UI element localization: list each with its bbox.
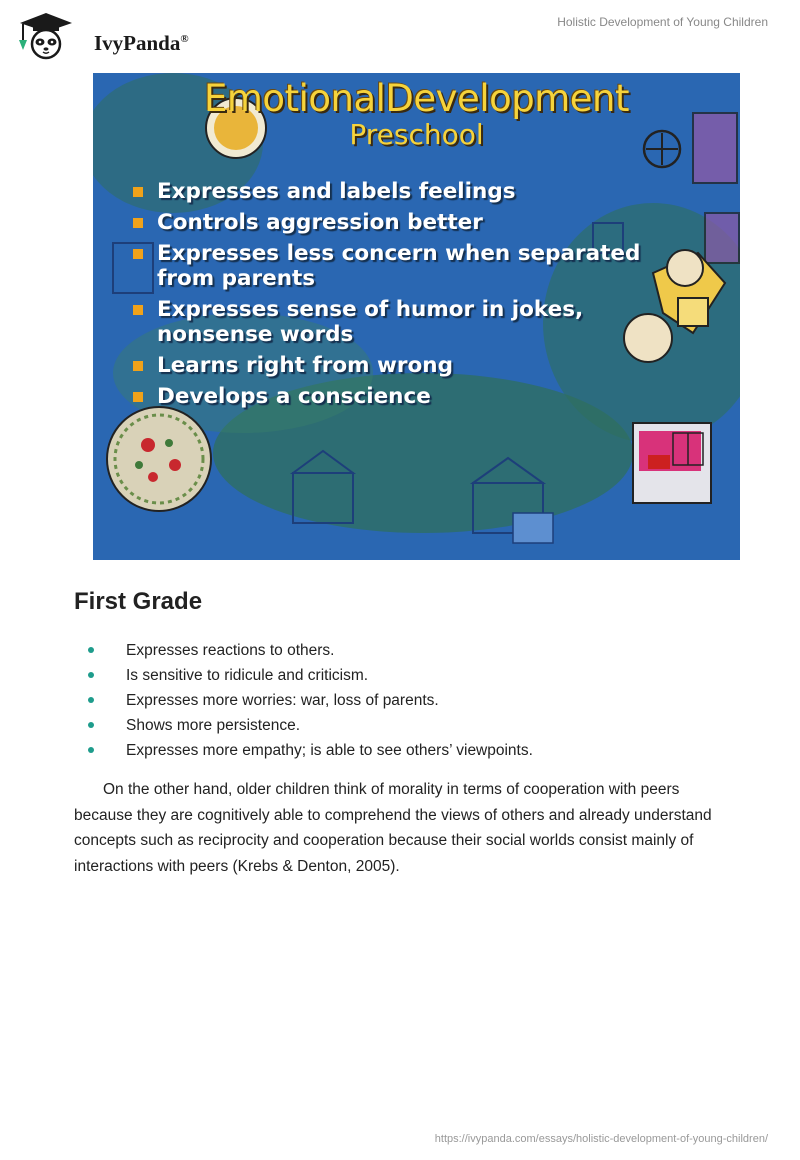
slide-list-item: Expresses sense of humor in jokes, nonsense words: [133, 297, 653, 347]
list-item: Expresses more worries: war, loss of parents.: [86, 688, 533, 713]
slide-list-item: Develops a conscience: [133, 384, 653, 409]
brand-name: IvyPanda®: [94, 31, 189, 55]
bullet-dot-icon: [88, 647, 94, 653]
slide-bullet-list: [133, 179, 653, 415]
bullet-dot-icon: [88, 672, 94, 678]
list-item: Is sensitive to ridicule and criticism.: [86, 663, 533, 688]
slide-list-item: Learns right from wrong: [133, 353, 653, 378]
slide-title: EmotionalDevelopment: [204, 77, 629, 120]
bullet-dot-icon: [88, 747, 94, 753]
panda-mascot-icon: [14, 10, 80, 60]
slide-list-item: Expresses and labels feelings: [133, 179, 653, 204]
section-heading: First Grade: [74, 588, 203, 615]
square-bullet-icon: [133, 249, 143, 259]
slide-subtitle: Preschool: [349, 118, 484, 151]
bullet-dot-icon: [88, 697, 94, 703]
first-grade-list: [86, 638, 533, 763]
square-bullet-icon: [133, 305, 143, 315]
ivypanda-logo[interactable]: [14, 10, 214, 60]
slide-list-item: Controls aggression better: [133, 210, 653, 235]
list-item: Expresses reactions to others.: [86, 638, 533, 663]
slide-image: [93, 73, 740, 560]
square-bullet-icon: [133, 187, 143, 197]
source-url-link[interactable]: https://ivypanda.com/essays/holistic-development-of-young-children/: [434, 1133, 768, 1145]
bullet-dot-icon: [88, 722, 94, 728]
list-item: Expresses more empathy; is able to see others’ viewpoints.: [86, 738, 533, 763]
square-bullet-icon: [133, 361, 143, 371]
slide-list-item: Expresses less concern when separated from parents: [133, 241, 653, 291]
document-title: Holistic Development of Young Children: [557, 15, 768, 29]
square-bullet-icon: [133, 392, 143, 402]
body-paragraph: On the other hand, older children think of morality in terms of cooperation with peers because they are cognitively able to comprehend the views of others and already understand concepts such as reciprocity and cooperation because their social worlds consist mainly of interactions with peers (Krebs & Denton, 2005).: [74, 781, 712, 875]
list-item: Shows more persistence.: [86, 713, 533, 738]
square-bullet-icon: [133, 218, 143, 228]
